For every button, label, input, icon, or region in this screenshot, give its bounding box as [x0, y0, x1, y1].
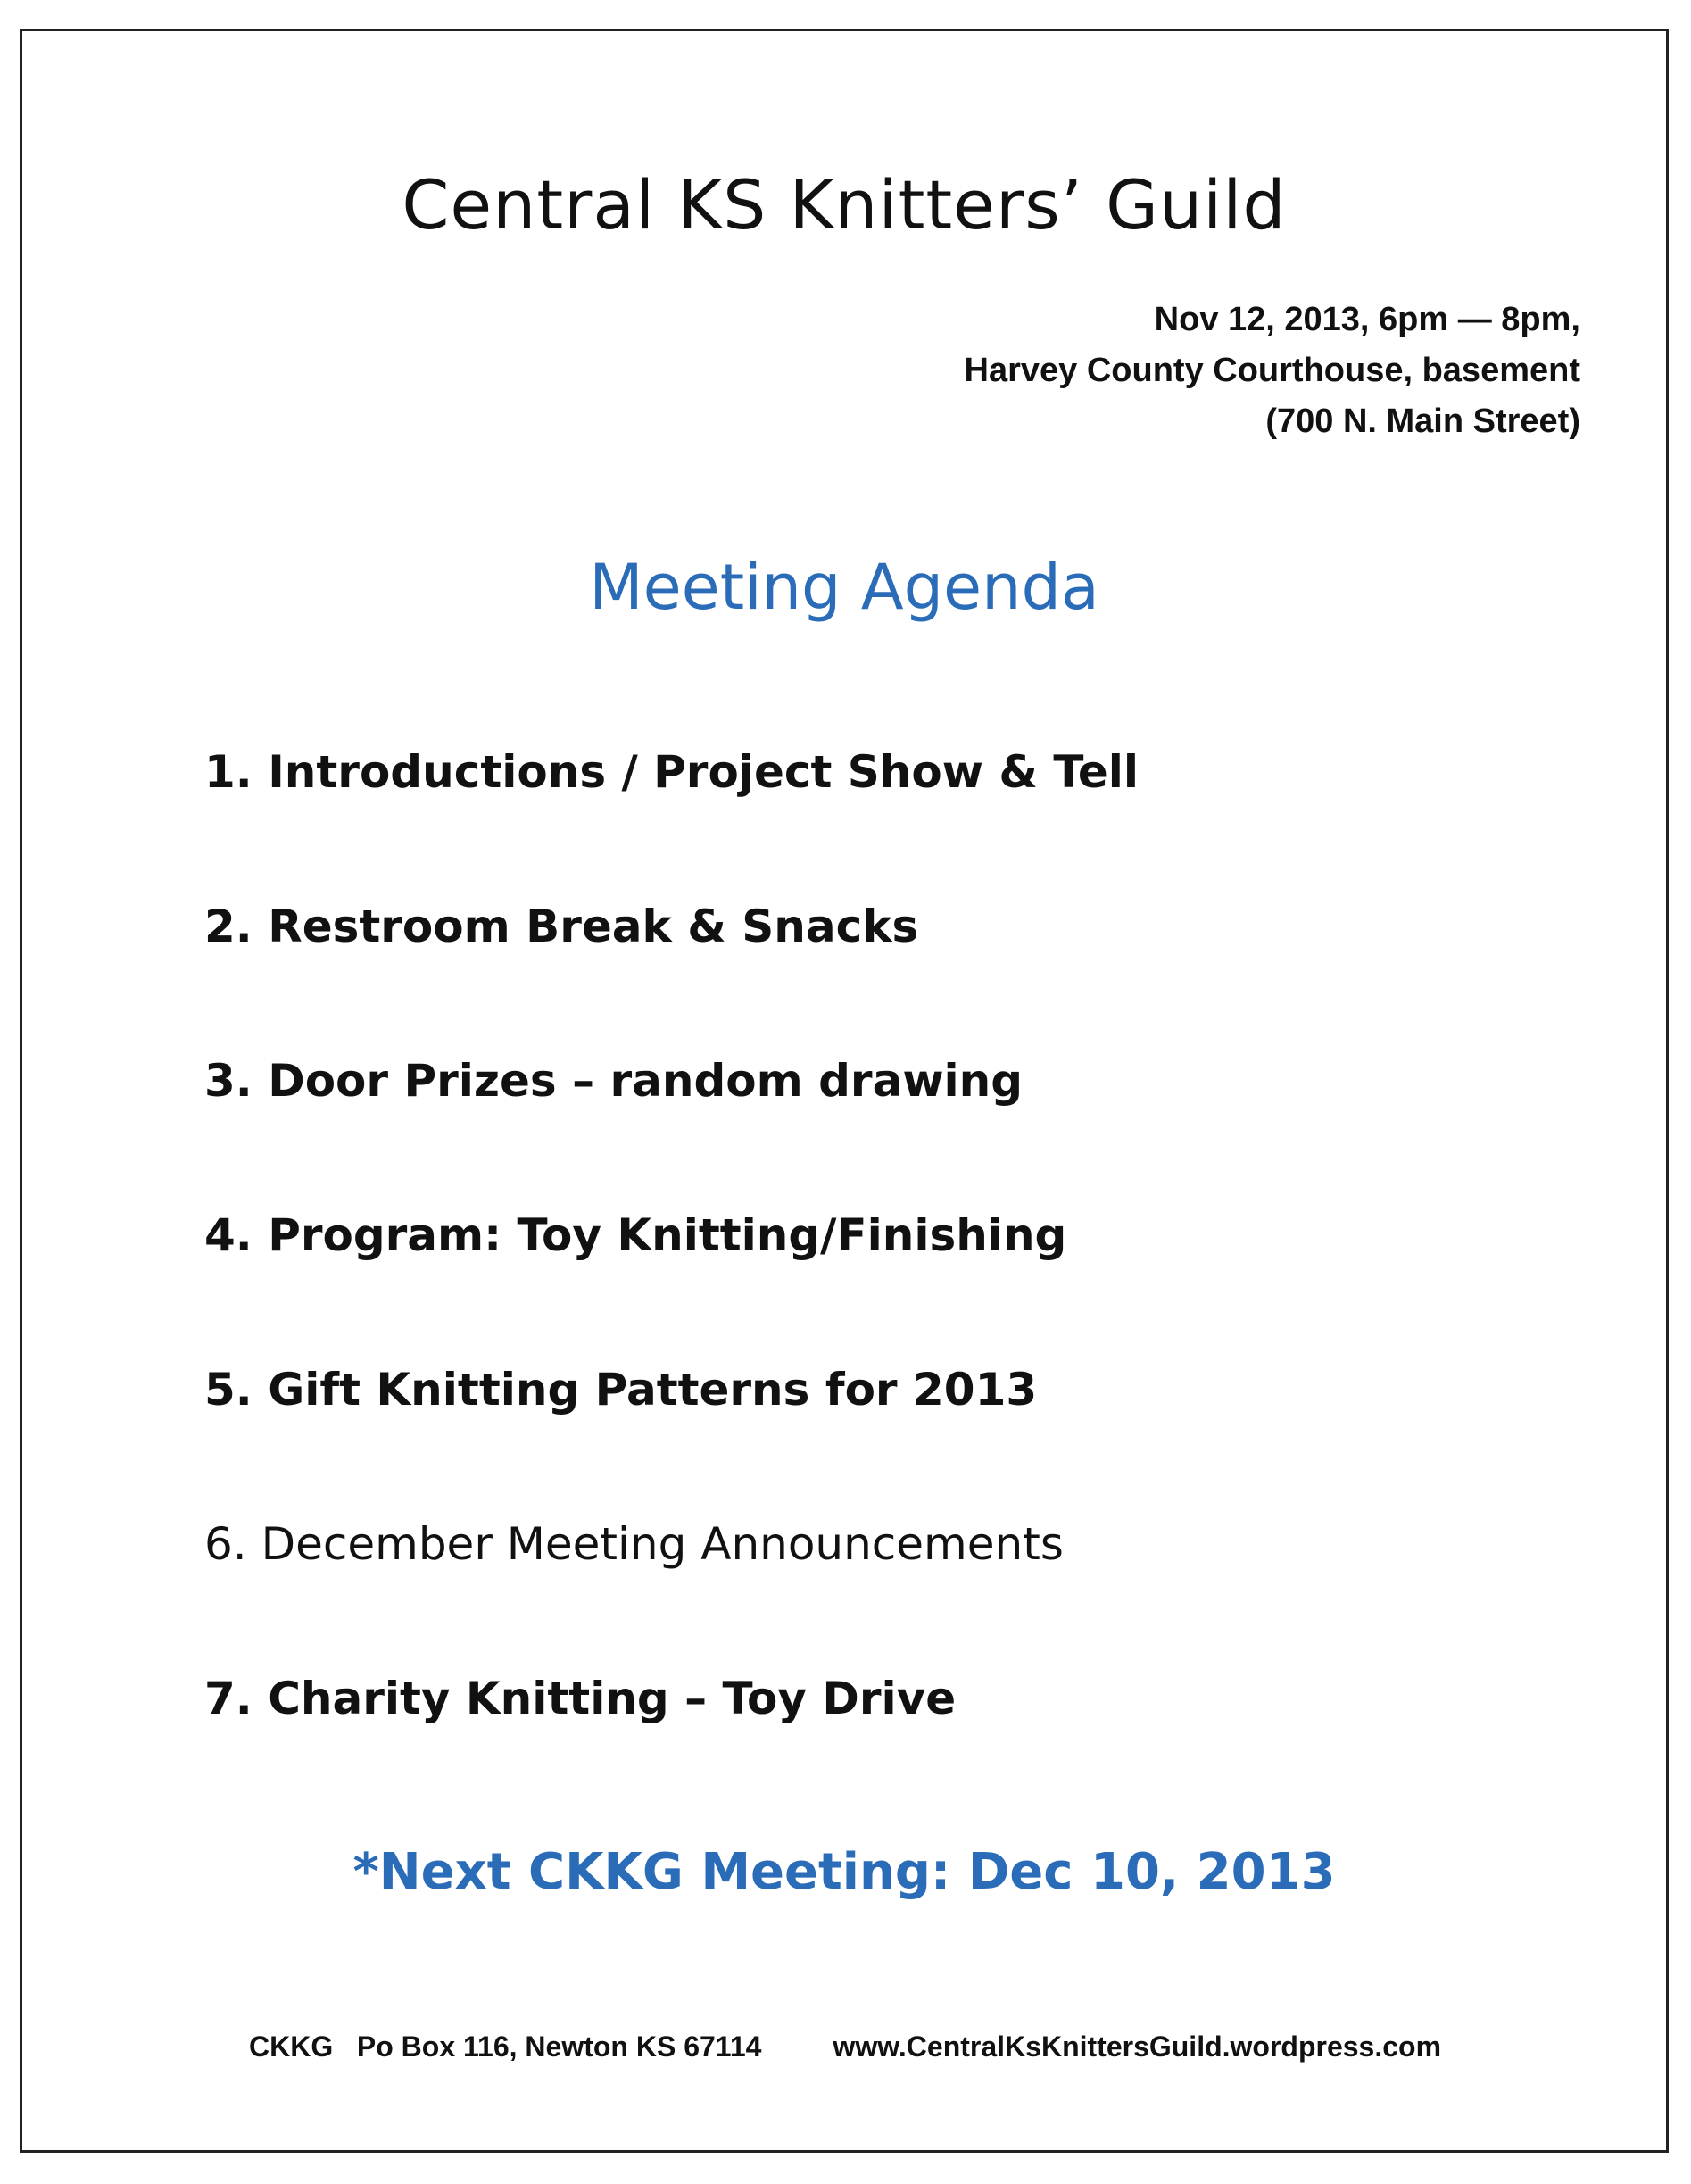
meeting-date-time: Nov 12, 2013, 6pm — 8pm,	[1154, 301, 1580, 338]
agenda-item: 3. Door Prizes – random drawing	[204, 1055, 1024, 1107]
agenda-item: 5. Gift Knitting Patterns for 2013	[204, 1364, 1038, 1416]
document-page	[20, 29, 1669, 2153]
meeting-info	[965, 295, 1580, 447]
agenda-item: 7. Charity Knitting – Toy Drive	[204, 1673, 957, 1724]
agenda-item: 4. Program: Toy Knitting/Finishing	[204, 1209, 1067, 1261]
agenda-item: 2. Restroom Break & Snacks	[204, 901, 919, 952]
next-meeting-notice: *Next CKKG Meeting: Dec 10, 2013	[352, 1843, 1336, 1901]
footer-website-link[interactable]: www.CentralKsKnittersGuild.wordpress.com	[833, 2030, 1442, 2063]
meeting-location: Harvey County Courthouse, basement	[964, 352, 1580, 389]
guild-title: Central KS Knitters’ Guild	[402, 165, 1287, 245]
agenda-item: 1. Introductions / Project Show & Tell	[204, 746, 1140, 798]
meeting-address: (700 N. Main Street)	[1265, 403, 1580, 440]
agenda-list	[204, 745, 1139, 1826]
footer-address: CKKG Po Box 116, Newton KS 67114	[249, 2030, 762, 2063]
footer	[249, 2030, 1441, 2064]
agenda-item: 6. December Meeting Announcements	[204, 1518, 1064, 1570]
agenda-title: Meeting Agenda	[589, 551, 1099, 624]
